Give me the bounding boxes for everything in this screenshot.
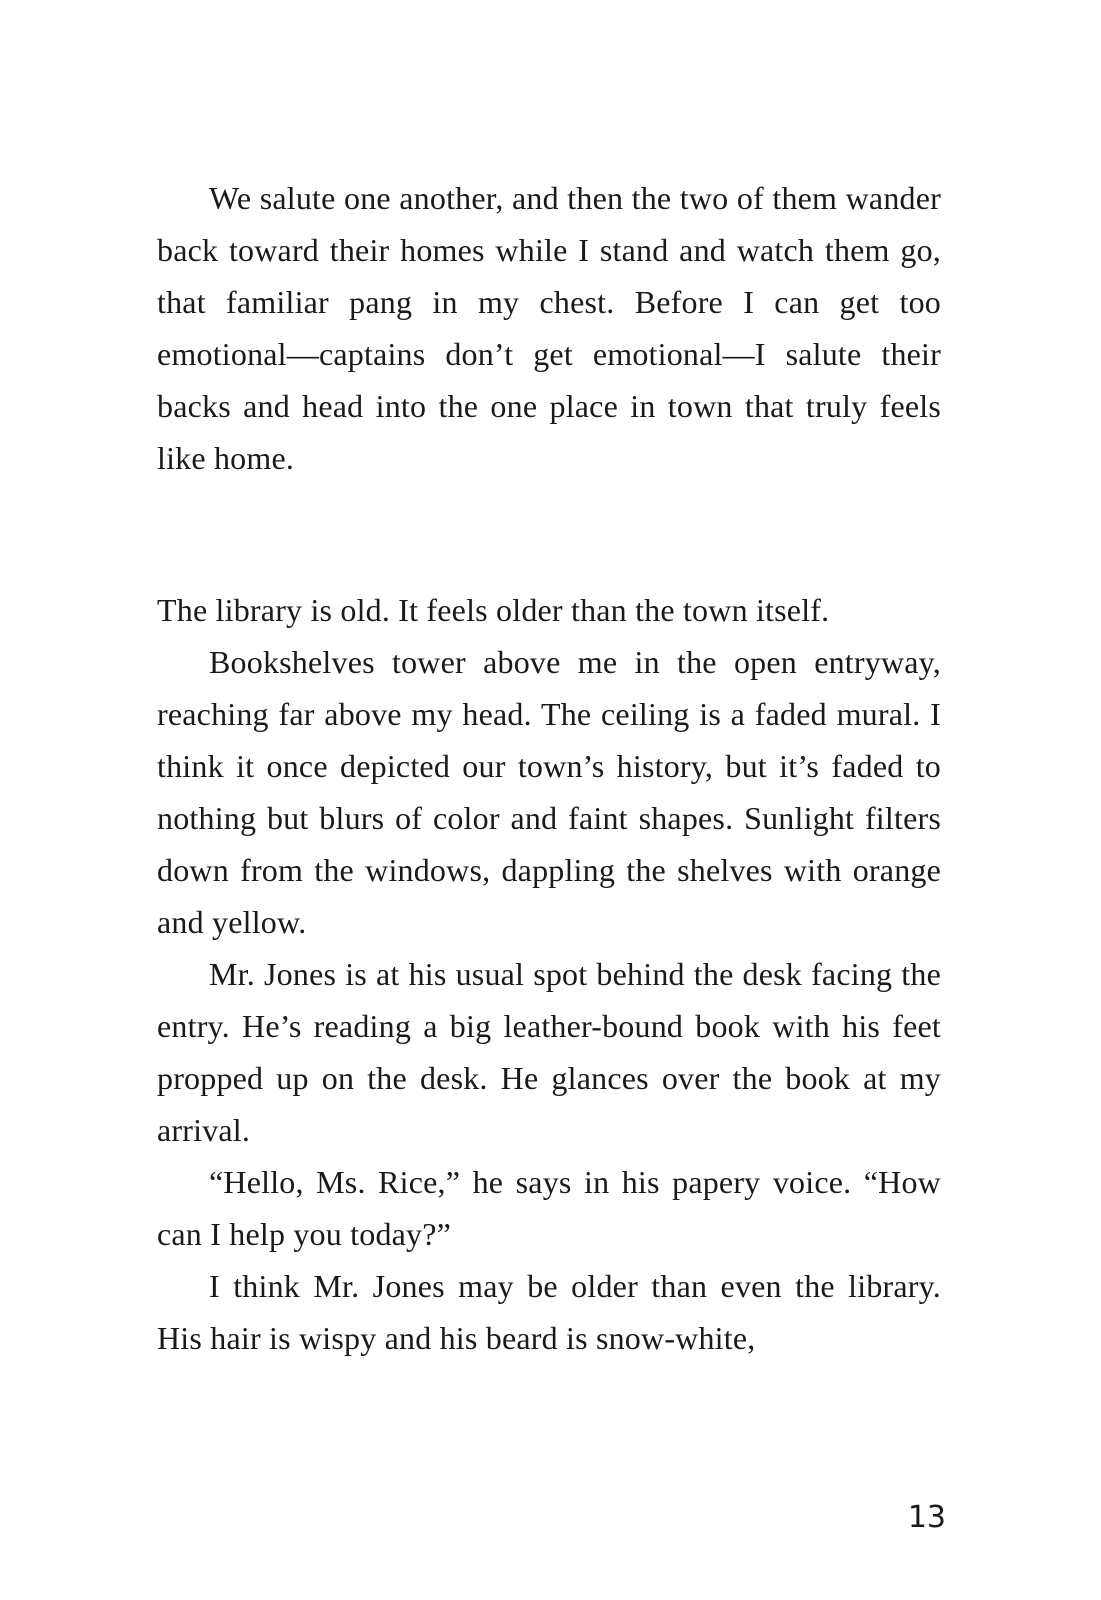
paragraph: “Hello, Ms. Rice,” he says in his papery voice. “How can I help you today?”	[157, 1164, 941, 1252]
paragraph: Bookshelves tower above me in the open entryway, reaching far above my head. The ceiling is a faded mural. I think it once depicted our town’s history, but it’s faded to nothing but blurs of color and faint shapes. Sunlight filters down from the windows, dappling the shelves with orange and yellow.	[157, 644, 941, 940]
paragraph: I think Mr. Jones may be older than even the library. His hair is wispy and his beard is snow-white,	[157, 1268, 941, 1356]
paragraph: Mr. Jones is at his usual spot behind the desk facing the entry. He’s reading a big leather-bound book with his feet propped up on the desk. He glances over the book at my arrival.	[157, 956, 941, 1148]
page-number: 13	[907, 1500, 946, 1535]
text-section-2	[157, 584, 941, 1364]
paragraph: The library is old. It feels older than the town itself.	[157, 592, 830, 628]
text-section-1	[157, 172, 941, 484]
paragraph: We salute one another, and then the two of them wander back toward their homes while I stand and watch them go, that familiar pang in my chest. Before I can get too emotional—captains don’t get emotional—I salute their backs and head into the one place in town that truly feels like home.	[157, 180, 941, 476]
